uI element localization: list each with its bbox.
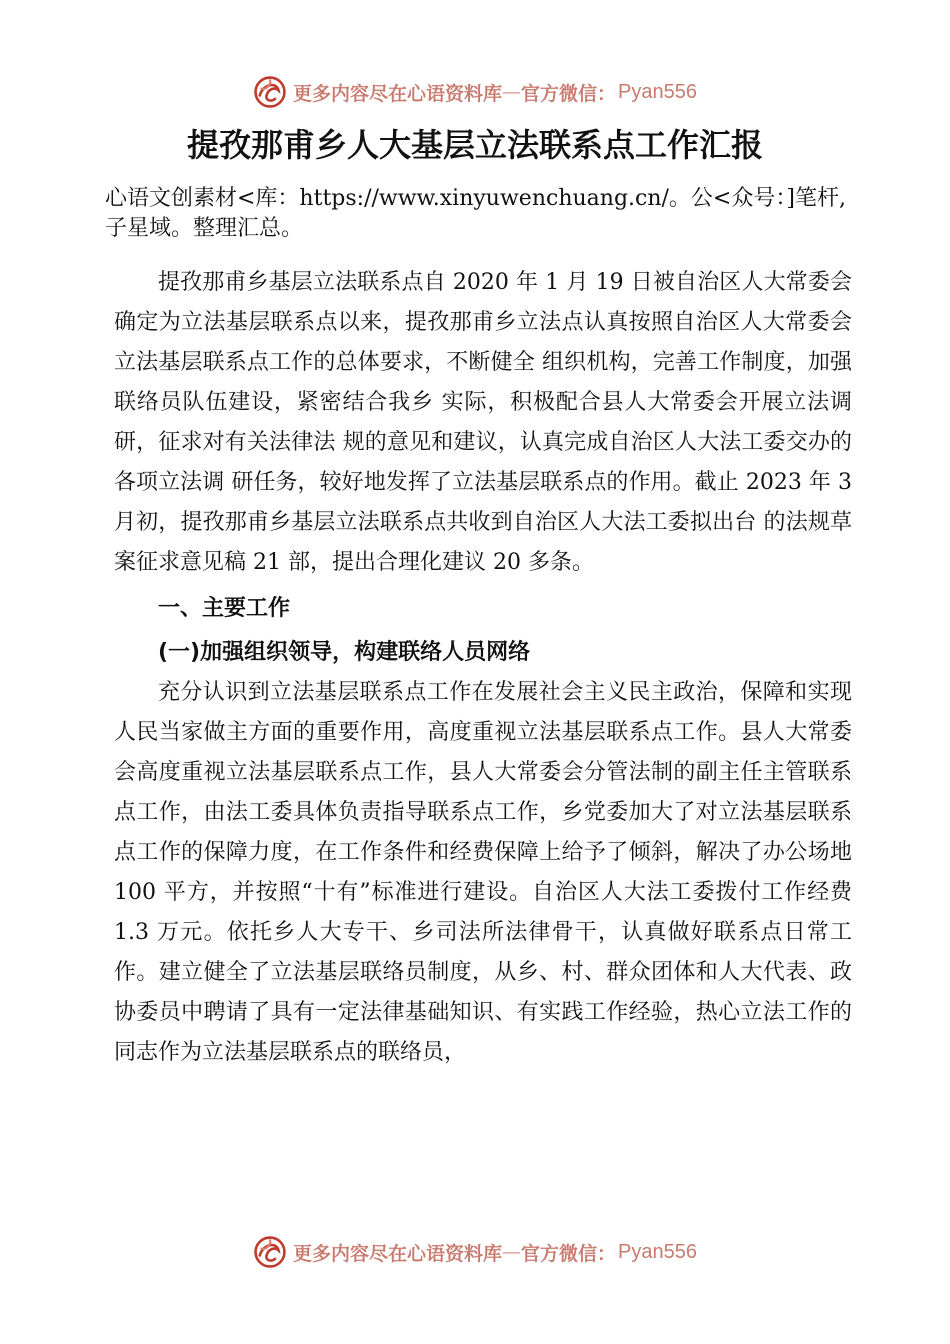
body-paragraph: 充分认识到立法基层联系点工作在发展社会主义民主政治，保障和实现人民当家做主方面的重要作用，高度重视立法基层联系点工作。县人大常委会高度重视立法基层联系点工作，县人大常委会分管法制的副主任主管联系点工作，由法工委具体负责指导联系点工作，乡党委加大了对立法基层联系点工作的保障力度，在工作条件和经费保障上给予了倾斜，解决了办公场地 100 平方，并按照“十有”标准进行建设。自治区人大法工委拨付工作经费 1.3 万元。依托乡人大专干、乡司法所法律骨干，认真做好联系点日常工作。建立健全了立法基层联络员制度，从乡、村、群众团体和人大代表、政协委员中聘请了具有一定法律基础知识、有实践工作经验，热心立法工作的同志作为立法基层联系点的联络员， (114, 680, 852, 1065)
footer-banner (0, 1232, 950, 1272)
red-swirl-logo-icon (253, 75, 287, 109)
intro-paragraph: 提孜那甫乡基层立法联系点自 2020 年 1 月 19 日被自治区人大常委会确定为立法基层联系点以来，提孜那甫乡立法点认真按照自治区人大常委会立法基层联系点工作的总体要求，不断健全 组织机构，完善工作制度，加强联络员队伍建设，紧密结合我乡 实际，积极配合县人大常委会开展立法调研，征求对有关法律法 规的意见和建议，认真完成自治区人大法工委交办的各项立法调 研任务，较好地发挥了立法基层联系点的作用。截止 2023 年 3 月初，提孜那甫乡基层立法联系点共收到自治区人大法工委拟出台 的法规草案征求意见稿 21 部，提出合理化建议 20 多条。 (114, 270, 852, 575)
section-heading: 一、主要工作 (158, 596, 291, 621)
banner-wechat-id: Pyan556 (618, 1240, 697, 1263)
header-banner (0, 72, 950, 112)
document-title: 提孜那甫乡人大基层立法联系点工作汇报 (186, 126, 763, 164)
banner-separator: — (502, 1241, 522, 1263)
banner-wechat-label: 官方微信： (521, 1242, 617, 1265)
banner-separator: — (502, 81, 522, 103)
banner-library-text: 更多内容尽在心语资料库 (293, 1242, 503, 1265)
red-swirl-logo-icon (253, 1235, 287, 1269)
source-note: 心语文创素材<库：https://www.xinyuwenchuang.cn/。公<众号：]笔杆,子星域。整理汇总。 (105, 186, 846, 241)
banner-wechat-id: Pyan556 (618, 80, 697, 103)
subsection-heading: (一)加强组织领导，构建联络人员网络 (158, 640, 531, 665)
document-body (114, 263, 852, 1073)
banner-wechat-label: 官方微信： (521, 82, 617, 105)
banner-library-text: 更多内容尽在心语资料库 (293, 82, 503, 105)
